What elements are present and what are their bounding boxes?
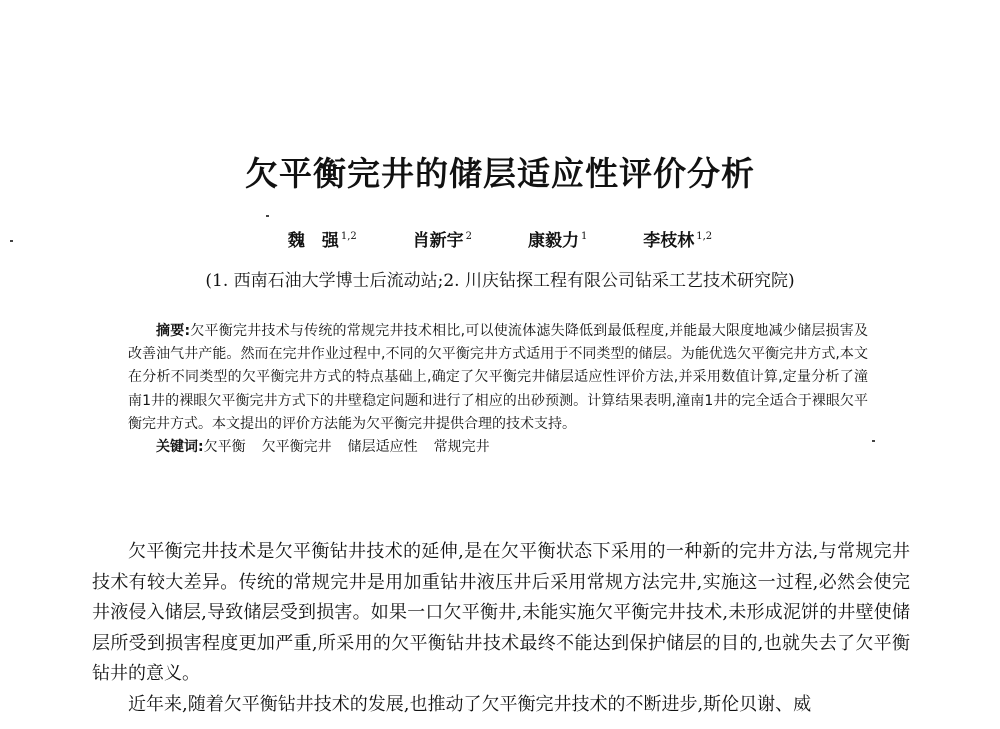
author-name: 李枝林	[643, 231, 695, 251]
author-affiliation-mark: 1	[580, 231, 588, 243]
keyword: 储层适应性	[347, 439, 418, 456]
keywords-line	[128, 436, 868, 459]
body-text	[92, 537, 910, 720]
author	[413, 226, 472, 251]
abstract-paragraph	[128, 320, 868, 436]
author-affiliation-mark: 1,2	[696, 231, 713, 243]
author-affiliation-mark: 1,2	[340, 231, 357, 243]
author-name: 康毅力	[527, 231, 579, 251]
abstract-label: 摘要:	[156, 323, 191, 339]
keyword: 欠平衡	[203, 439, 246, 456]
author-name: 魏 强	[287, 231, 339, 251]
author-list	[0, 226, 1000, 251]
scan-speck	[10, 240, 13, 242]
keywords-label: 关键词:	[156, 439, 204, 456]
scan-speck	[266, 215, 269, 217]
body-paragraph: 欠平衡完井技术是欠平衡钻井技术的延伸,是在欠平衡状态下采用的一种新的完井方法,与常规完井技术有较大差异。传统的常规完井是用加重钻井液压井后采用常规方法完井,实施这一过程,必然会使完井液侵入储层,导致储层受到损害。如果一口欠平衡井,未能实施欠平衡完井技术,未形成泥饼的井壁使储层所受到损害程度更加严重,所采用的欠平衡钻井技术最终不能达到保护储层的目的,也就失去了欠平衡钻井的意义。	[92, 541, 910, 684]
scan-speck	[872, 440, 875, 442]
affiliation: (1. 西南石油大学博士后流动站;2. 川庆钻探工程有限公司钻采工艺技术研究院)	[205, 271, 795, 291]
author	[288, 226, 357, 251]
abstract-text: 欠平衡完井技术与传统的常规完井技术相比,可以使流体滤失降低到最低程度,并能最大限度地减少储层损害及改善油气井产能。然而在完井作业过程中,不同的欠平衡完井方式适用于不同类型的储层。为能优选欠平衡完井方式,本文在分析不同类型的欠平衡完井方式的特点基础上,确定了欠平衡完井储层适应性评价方法,并采用数值计算,定量分析了潼南1井的裸眼欠平衡完井方式下的井壁稳定问题和进行了相应的出砂预测。计算结果表明,潼南1井的完全适合于裸眼欠平衡完井方式。本文提出的评价方法能为欠平衡完井提供合理的技术支持。	[128, 323, 868, 432]
author	[643, 226, 712, 251]
author-name: 肖新宇	[412, 231, 464, 251]
keyword: 欠平衡完井	[261, 439, 332, 456]
author	[528, 226, 587, 251]
body-paragraph: 近年来,随着欠平衡钻井技术的发展,也推动了欠平衡完井技术的不断进步,斯伦贝谢、威	[128, 693, 812, 715]
keyword: 常规完井	[433, 439, 490, 456]
abstract-block	[128, 320, 868, 459]
author-affiliation-mark: 2	[465, 231, 473, 243]
paper-title: 欠平衡完井的储层适应性评价分析	[245, 154, 755, 193]
